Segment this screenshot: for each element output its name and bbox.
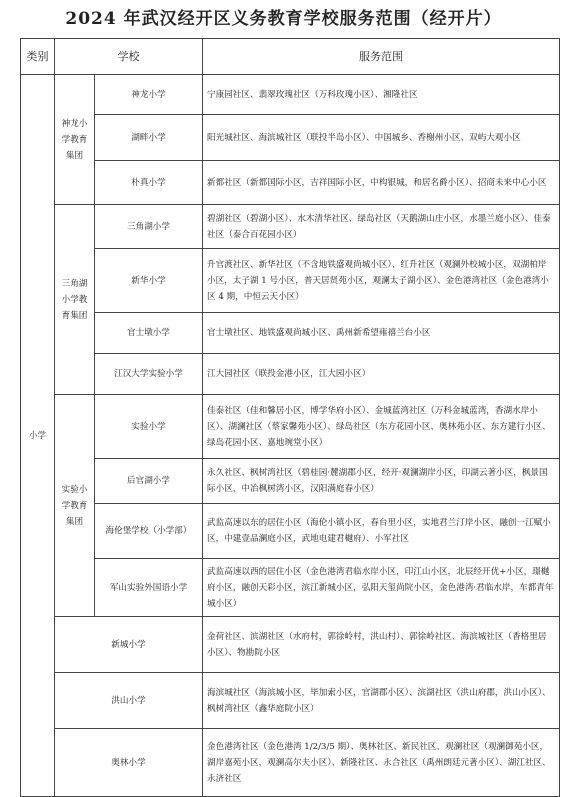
category-cell: 小学: [21, 75, 55, 797]
page-title: 2024 年武汉经开区义务教育学校服务范围（经开片）: [65, 9, 502, 29]
scope-cell: 永久社区、枫树湾社区（碧桂园·麓湖郡小区，经开·观澜湖岸小区，印湖云著小区，枫景国际小区，中冶枫树湾小区，汉阳满庭春小区）: [203, 459, 560, 504]
scope-cell: 佳泰社区（佳和馨居小区，博学华府小区）、金城蓝湾社区（万科金城蓝湾，香湖水岸小区）、湖澜社区（蔡家馨苑小区）、绿岛社区（东方花园小区、奥林苑小区、东方建行小区、绿岛花园小区、嘉地琬堂小区）: [203, 395, 560, 459]
school-cell: 神龙小学: [95, 75, 203, 115]
table-row: [21, 161, 560, 205]
table-row: [21, 504, 560, 559]
school-cell: 后官湖小学: [95, 459, 203, 504]
table-row: [21, 729, 560, 797]
scope-cell: 宁康园社区、翡翠玫瑰社区（万科玫瑰小区）、湘隆社区: [203, 75, 560, 115]
school-cell: 三角湖小学: [95, 205, 203, 249]
header-row: [21, 39, 560, 75]
scope-cell: 官士墩社区、地铁盛观尚城小区、禹州新希望雍禧兰台小区: [203, 313, 560, 354]
table-row: [21, 75, 560, 115]
scope-cell: 阳光城社区、海滨城社区（联投半岛小区）、中国城乡、香榭州小区、双屿大观小区: [203, 115, 560, 161]
table-row: [21, 205, 560, 249]
school-cell: 新城小学: [55, 617, 203, 673]
school-cell: 洪山小学: [55, 673, 203, 729]
table-row: [21, 313, 560, 354]
school-cell: 海伦堡学校（小学部）: [95, 504, 203, 559]
scope-cell: 新都社区（新都国际小区，吉祥国际小区，中构银城，和居名爵小区）、招商未来中心小区: [203, 161, 560, 205]
table-row: [21, 559, 560, 617]
school-cell: 奥林小学: [55, 729, 203, 797]
school-cell: 实验小学: [95, 395, 203, 459]
school-cell: 新华小学: [95, 249, 203, 313]
school-cell: 江汉大学实验小学: [95, 354, 203, 395]
table-row: [21, 249, 560, 313]
header-category: 类别: [21, 39, 55, 75]
school-cell: 官士墩小学: [95, 313, 203, 354]
table-row: [21, 115, 560, 161]
scope-cell: 金荷社区、滨湖社区（水府村，郭徐岭村，洪山村）、郭徐岭社区、海滨城社区（香格里居小区）、物勘院小区: [203, 617, 560, 673]
school-cell: 朴真小学: [95, 161, 203, 205]
scope-cell: 江大园社区（联投金港小区，江大园小区）: [203, 354, 560, 395]
school-cell: 湖畔小学: [95, 115, 203, 161]
school-cell: 军山实验外国语小学: [95, 559, 203, 617]
scope-cell: 海滨城社区（海滨城小区，毕加索小区，官湖郡小区）、滨湖社区（洪山府郡，洪山小区）、枫树湾社区（鑫华庭院小区）: [203, 673, 560, 729]
header-scope: 服务范围: [203, 39, 560, 75]
table-row: [21, 354, 560, 395]
table-row: [21, 673, 560, 729]
group-cell: 实验小学教育集团: [55, 395, 95, 617]
scope-cell: 金色港湾社区（金色港湾 1/2/3/5 期）、奥林社区、新民社区、观澜社区（观澜御苑小区，湖岸嘉苑小区，观澜高尔夫小区）、新隆社区、永合社区（禹州朗廷元著小区）、湖江社区、永济社区: [203, 729, 560, 797]
scope-cell: 武监高速以西的居住小区（金色港湾君临水岸小区，印江山小区，北辰经开优+小区，璟樾府小区，融创天彩小区，滨江新城小区，弘阳天玺尚院小区，金色港湾·君临水岸，车都青年城小区）: [203, 559, 560, 617]
header-school: 学校: [55, 39, 203, 75]
group-cell: 神龙小学教育集团: [55, 75, 95, 205]
scope-cell: 升官渡社区、新华社区（不含地铁盛观尚城小区）、红升社区（观澜外校城小区，双湖柏岸小区，太子湖 1 号小区，普天居贤苑小区，观澜太子湖小区）、金色港湾社区（金色港湾小区 4 期，中恒云天小区）: [203, 249, 560, 313]
scope-cell: 碧湖社区（碧湖小区）、水木清华社区、绿岛社区（天鹅湖山庄小区，水墨兰庭小区）、佳泰社区（泰合百花园小区）: [203, 205, 560, 249]
service-scope-table: [20, 38, 560, 797]
scope-cell: 武监高速以东的居住小区（海伦小镇小区，春台里小区，实地君兰汀岸小区，融创一江赋小区，中建壹品澜庭小区，武地电建君樾府）、小军社区: [203, 504, 560, 559]
table-row: [21, 459, 560, 504]
table-row: [21, 395, 560, 459]
table-row: [21, 617, 560, 673]
group-cell: 三角湖小学教育集团: [55, 205, 95, 395]
